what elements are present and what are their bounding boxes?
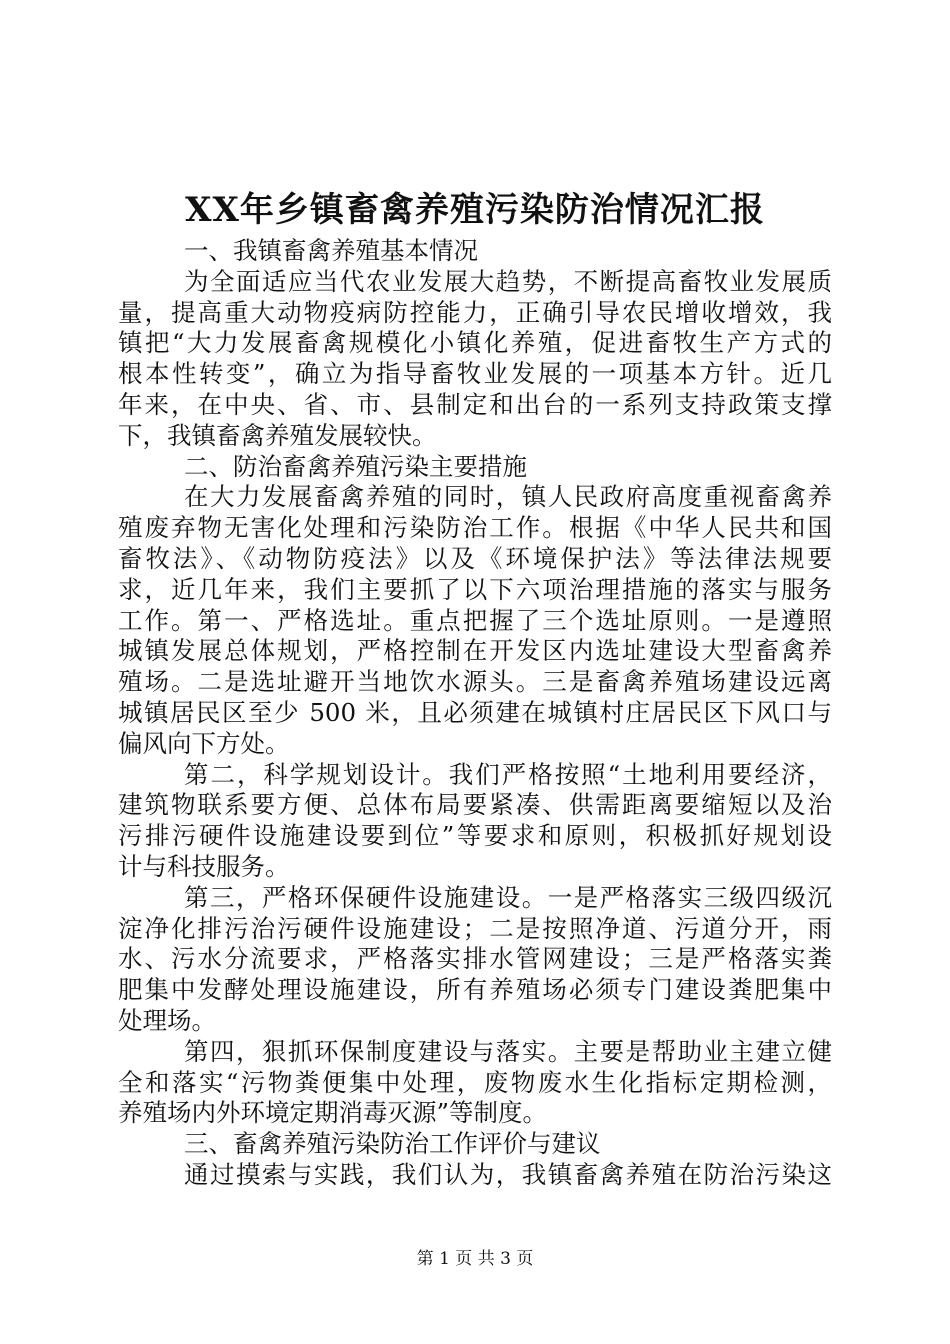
text-line: 二、防治畜禽养殖污染主要措施: [184, 451, 527, 481]
text-line: 根本性转变”，确立为指导畜牧业发展的一项基本方针。近几: [118, 359, 832, 389]
text-line: 养殖场内外环境定期消毒灭源”等制度。: [118, 1098, 548, 1128]
text-line: 三、畜禽养殖污染防治工作评价与建议: [184, 1129, 601, 1159]
text-line: 求，近几年来，我们主要抓了以下六项治理措施的落实与服务: [118, 574, 832, 604]
text-line: 镇把“大力发展畜禽规模化小镇化养殖，促进畜牧生产方式的: [118, 328, 832, 358]
text-line: 年来，在中央、省、市、县制定和出台的一系列支持政策支撑: [118, 389, 832, 419]
text-line: 肥集中发酵处理设施建设，所有养殖场必须专门建设粪肥集中: [118, 975, 832, 1005]
document-body: [118, 236, 832, 1191]
text-line: 下，我镇畜禽养殖发展较快。: [118, 420, 437, 450]
text-line: 第四，狠抓环保制度建设与落实。主要是帮助业主建立健: [184, 1036, 832, 1066]
text-line: 通过摸索与实践，我们认为，我镇畜禽养殖在防治污染这: [184, 1159, 832, 1189]
text-line: 计与科技服务。: [118, 851, 290, 881]
text-line: 畜牧法》、《动物防疫法》以及《环境保护法》等法律法规要: [118, 543, 832, 573]
text-line: 在大力发展畜禽养殖的同时，镇人民政府高度重视畜禽养: [184, 482, 832, 512]
text-line: 建筑物联系要方便、总体布局要紧凑、供需距离要缩短以及治: [118, 790, 832, 820]
text-line: 量，提高重大动物疫病防控能力，正确引导农民增收增效，我: [118, 297, 832, 327]
document-title: XX年乡镇畜禽养殖污染防治情况汇报: [185, 190, 765, 230]
text-line: 城镇发展总体规划，严格控制在开发区内选址建设大型畜禽养: [118, 636, 832, 666]
text-line: 偏风向下方处。: [118, 728, 290, 758]
text-line: 第二，科学规划设计。我们严格按照“土地利用要经济，: [184, 759, 832, 789]
text-line: 工作。第一、严格选址。重点把握了三个选址原则。一是遵照: [118, 605, 832, 635]
text-line: 殖场。二是选址避开当地饮水源头。三是畜禽养殖场建设远离: [118, 667, 832, 697]
text-line: 城镇居民区至少 500 米，且必须建在城镇村庄居民区下风口与: [118, 697, 832, 727]
text-line: 为全面适应当代农业发展大趋势，不断提高畜牧业发展质: [184, 266, 832, 296]
text-line: 全和落实“污物粪便集中处理，废物废水生化指标定期检测，: [118, 1067, 832, 1097]
text-line: 水、污水分流要求，严格落实排水管网建设；三是严格落实粪: [118, 944, 832, 974]
text-line: 处理场。: [118, 1005, 216, 1035]
text-line: 污排污硬件设施建设要到位”等要求和原则，积极抓好规划设: [118, 821, 832, 851]
text-line: 殖废弃物无害化处理和污染防治工作。根据《中华人民共和国: [118, 513, 832, 543]
page-footer: 第 1 页 共 3 页: [416, 1249, 534, 1269]
text-line: 一、我镇畜禽养殖基本情况: [184, 236, 478, 265]
text-line: 淀净化排污治污硬件设施建设；二是按照净道、污道分开，雨: [118, 913, 832, 943]
text-line: 第三，严格环保硬件设施建设。一是严格落实三级四级沉: [184, 882, 832, 912]
